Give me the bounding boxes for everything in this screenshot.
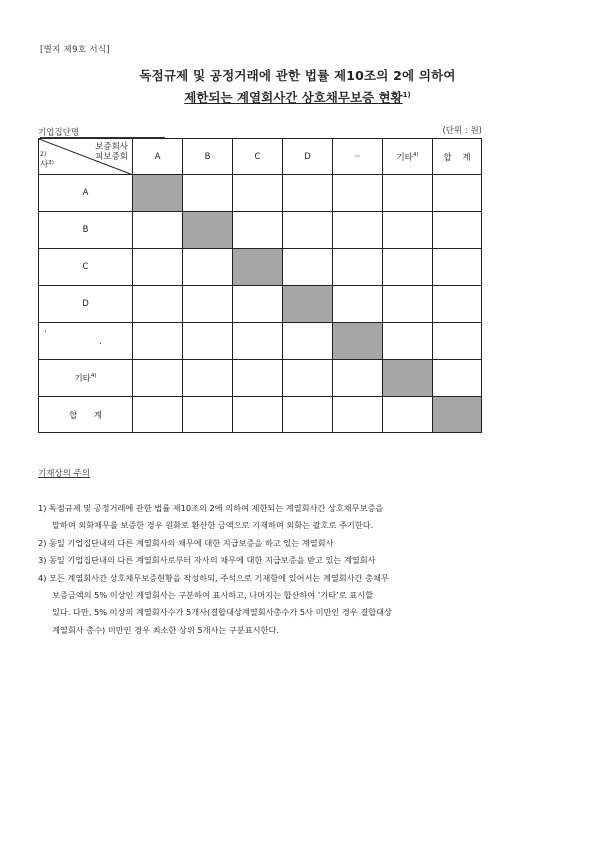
table-row [39,397,482,433]
entry-cell[interactable] [333,397,383,433]
entry-cell[interactable] [283,249,333,286]
column-header-6 [433,139,482,175]
row-header-0 [39,175,133,212]
guaranteed-footnote: 3) [48,160,54,166]
row-header-label: 기타 [74,374,91,384]
note-line: 말하며 외화채무를 보증한 경우 원화로 환산한 금액으로 기재하며 외화는 괄호로 주기한다. [52,520,374,531]
row-header-6 [39,397,133,433]
table-row [39,212,482,249]
entry-cell[interactable] [383,286,433,323]
column-header-label: B [204,151,211,162]
entry-cell[interactable] [183,286,233,323]
entry-cell[interactable] [283,397,333,433]
column-header-3 [283,139,333,175]
note-line: 있다. 다만, 5% 이상의 계열회사수가 5개사(결합대상계열회사총수가 5사 미만인 경우 결합대상 [52,607,392,618]
shaded-diagonal-cell [133,175,183,212]
entry-cell[interactable] [183,249,233,286]
row-header-1 [39,212,133,249]
entry-cell[interactable] [133,397,183,433]
table-row [39,249,482,286]
table-row [39,286,482,323]
row-header-label: B [82,225,89,235]
title-footnote-mark: 1) [402,90,411,99]
shaded-diagonal-cell [333,323,383,360]
row-header-footnote: 4) [90,373,97,380]
entry-cell[interactable] [433,175,482,212]
table-row [39,323,482,360]
row-header-label: 합 계 [69,410,102,421]
entry-cell[interactable] [433,323,482,360]
row-header-2 [39,249,133,286]
note-line: 4) 모든 계열회사간 상호채무보증현황을 작성하되, 주석으로 기재함에 있어서는 계열회사간 총채무 [38,572,389,583]
title-line-2-text: 제한되는 계열회사간 상호채무보증 현황 [184,90,403,105]
entry-cell[interactable] [283,212,333,249]
group-name-label: 기업집단명 [38,128,80,138]
entry-cell[interactable] [133,249,183,286]
row-header-4 [39,323,133,360]
entry-cell[interactable] [183,360,233,397]
entry-cell[interactable] [133,286,183,323]
guarantor-label-line2: 피보증회 [95,152,128,162]
entry-cell[interactable] [283,323,333,360]
column-header-1 [183,139,233,175]
note-line: 계열회사 총수) 미만인 경우 최소한 상위 5개사는 구분표시한다. [52,624,279,635]
note-line: 2) 동일 기업집단내의 다른 계열회사의 채무에 대한 지급보증을 하고 있는 계열회사 [38,537,334,548]
entry-cell[interactable] [333,175,383,212]
row-header-label-2: . [99,337,102,347]
column-header-label: C [254,151,261,162]
note-line: 3) 동일 기업집단내의 다른 계열회사로부터 자사의 채무에 대한 지급보증을 받고 있는 계열회사 [38,555,376,566]
entry-cell[interactable] [283,175,333,212]
table-row [39,175,482,212]
row-header-label: · [44,327,47,337]
entry-cell[interactable] [383,212,433,249]
entry-cell[interactable] [433,249,482,286]
shaded-diagonal-cell [383,360,433,397]
corner-header-cell [39,139,133,175]
shaded-diagonal-cell [433,397,482,433]
title-line-2 [0,88,595,106]
guarantor-label [95,142,128,162]
column-header-label: ·· [354,151,361,162]
shaded-diagonal-cell [183,212,233,249]
entry-cell[interactable] [233,397,283,433]
entry-cell[interactable] [133,360,183,397]
row-header-label: C [82,262,89,272]
form-number-label: [별지 제9호 서식] [40,45,111,55]
row-header-5 [39,360,133,397]
entry-cell[interactable] [433,360,482,397]
row-header-label: A [82,188,89,198]
entry-cell[interactable] [233,212,283,249]
notes-list [38,500,498,639]
entry-cell[interactable] [233,286,283,323]
row-header-label: D [82,299,89,309]
entry-cell[interactable] [333,249,383,286]
entry-cell[interactable] [333,360,383,397]
notes-title: 기재상의 주의 [38,469,90,479]
guarantor-label-line1: 보증회사 [95,142,128,152]
entry-cell[interactable] [333,286,383,323]
entry-cell[interactable] [433,286,482,323]
entry-cell[interactable] [383,175,433,212]
unit-label: (단위 : 원) [442,126,482,136]
column-header-footnote: 4) [412,151,419,158]
entry-cell[interactable] [183,175,233,212]
entry-cell[interactable] [333,212,383,249]
entry-cell[interactable] [383,249,433,286]
table-row [39,360,482,397]
entry-cell[interactable] [233,360,283,397]
column-header-4 [333,139,383,175]
shaded-diagonal-cell [283,286,333,323]
guaranteed-label [40,151,54,170]
entry-cell[interactable] [283,360,333,397]
column-header-label: D [304,151,311,162]
note-line: 1) 독점규제 및 공정거래에 관한 법률 제10조의 2에 의하여 제한되는 계열회사간 상호채무보증을 [38,503,384,513]
entry-cell[interactable] [133,212,183,249]
note-line: 보증금액의 5% 이상인 계열회사는 구분하여 표시하고, 나머지는 합산하여 ‘기타’로 표시할 [52,590,374,601]
entry-cell[interactable] [233,175,283,212]
entry-cell[interactable] [433,212,482,249]
title-line-1: 독점규제 및 공정거래에 관한 법률 제10조의 2에 의하여 [139,68,456,83]
shaded-diagonal-cell [233,249,283,286]
header-row [39,139,482,175]
column-header-label: 기타 [396,152,413,163]
guarantor-footnote: 2) [40,151,47,158]
column-header-5 [383,139,433,175]
guaranteed-label-text: 사 [40,160,49,170]
entry-cell[interactable] [133,323,183,360]
entry-cell[interactable] [183,397,233,433]
column-header-label: A [154,151,161,162]
column-header-2 [233,139,283,175]
row-header-3 [39,286,133,323]
guarantee-matrix-table [38,138,482,433]
entry-cell[interactable] [233,323,283,360]
column-header-label: 합 계 [443,152,471,163]
column-header-0 [133,139,183,175]
entry-cell[interactable] [383,397,433,433]
entry-cell[interactable] [183,323,233,360]
entry-cell[interactable] [383,323,433,360]
